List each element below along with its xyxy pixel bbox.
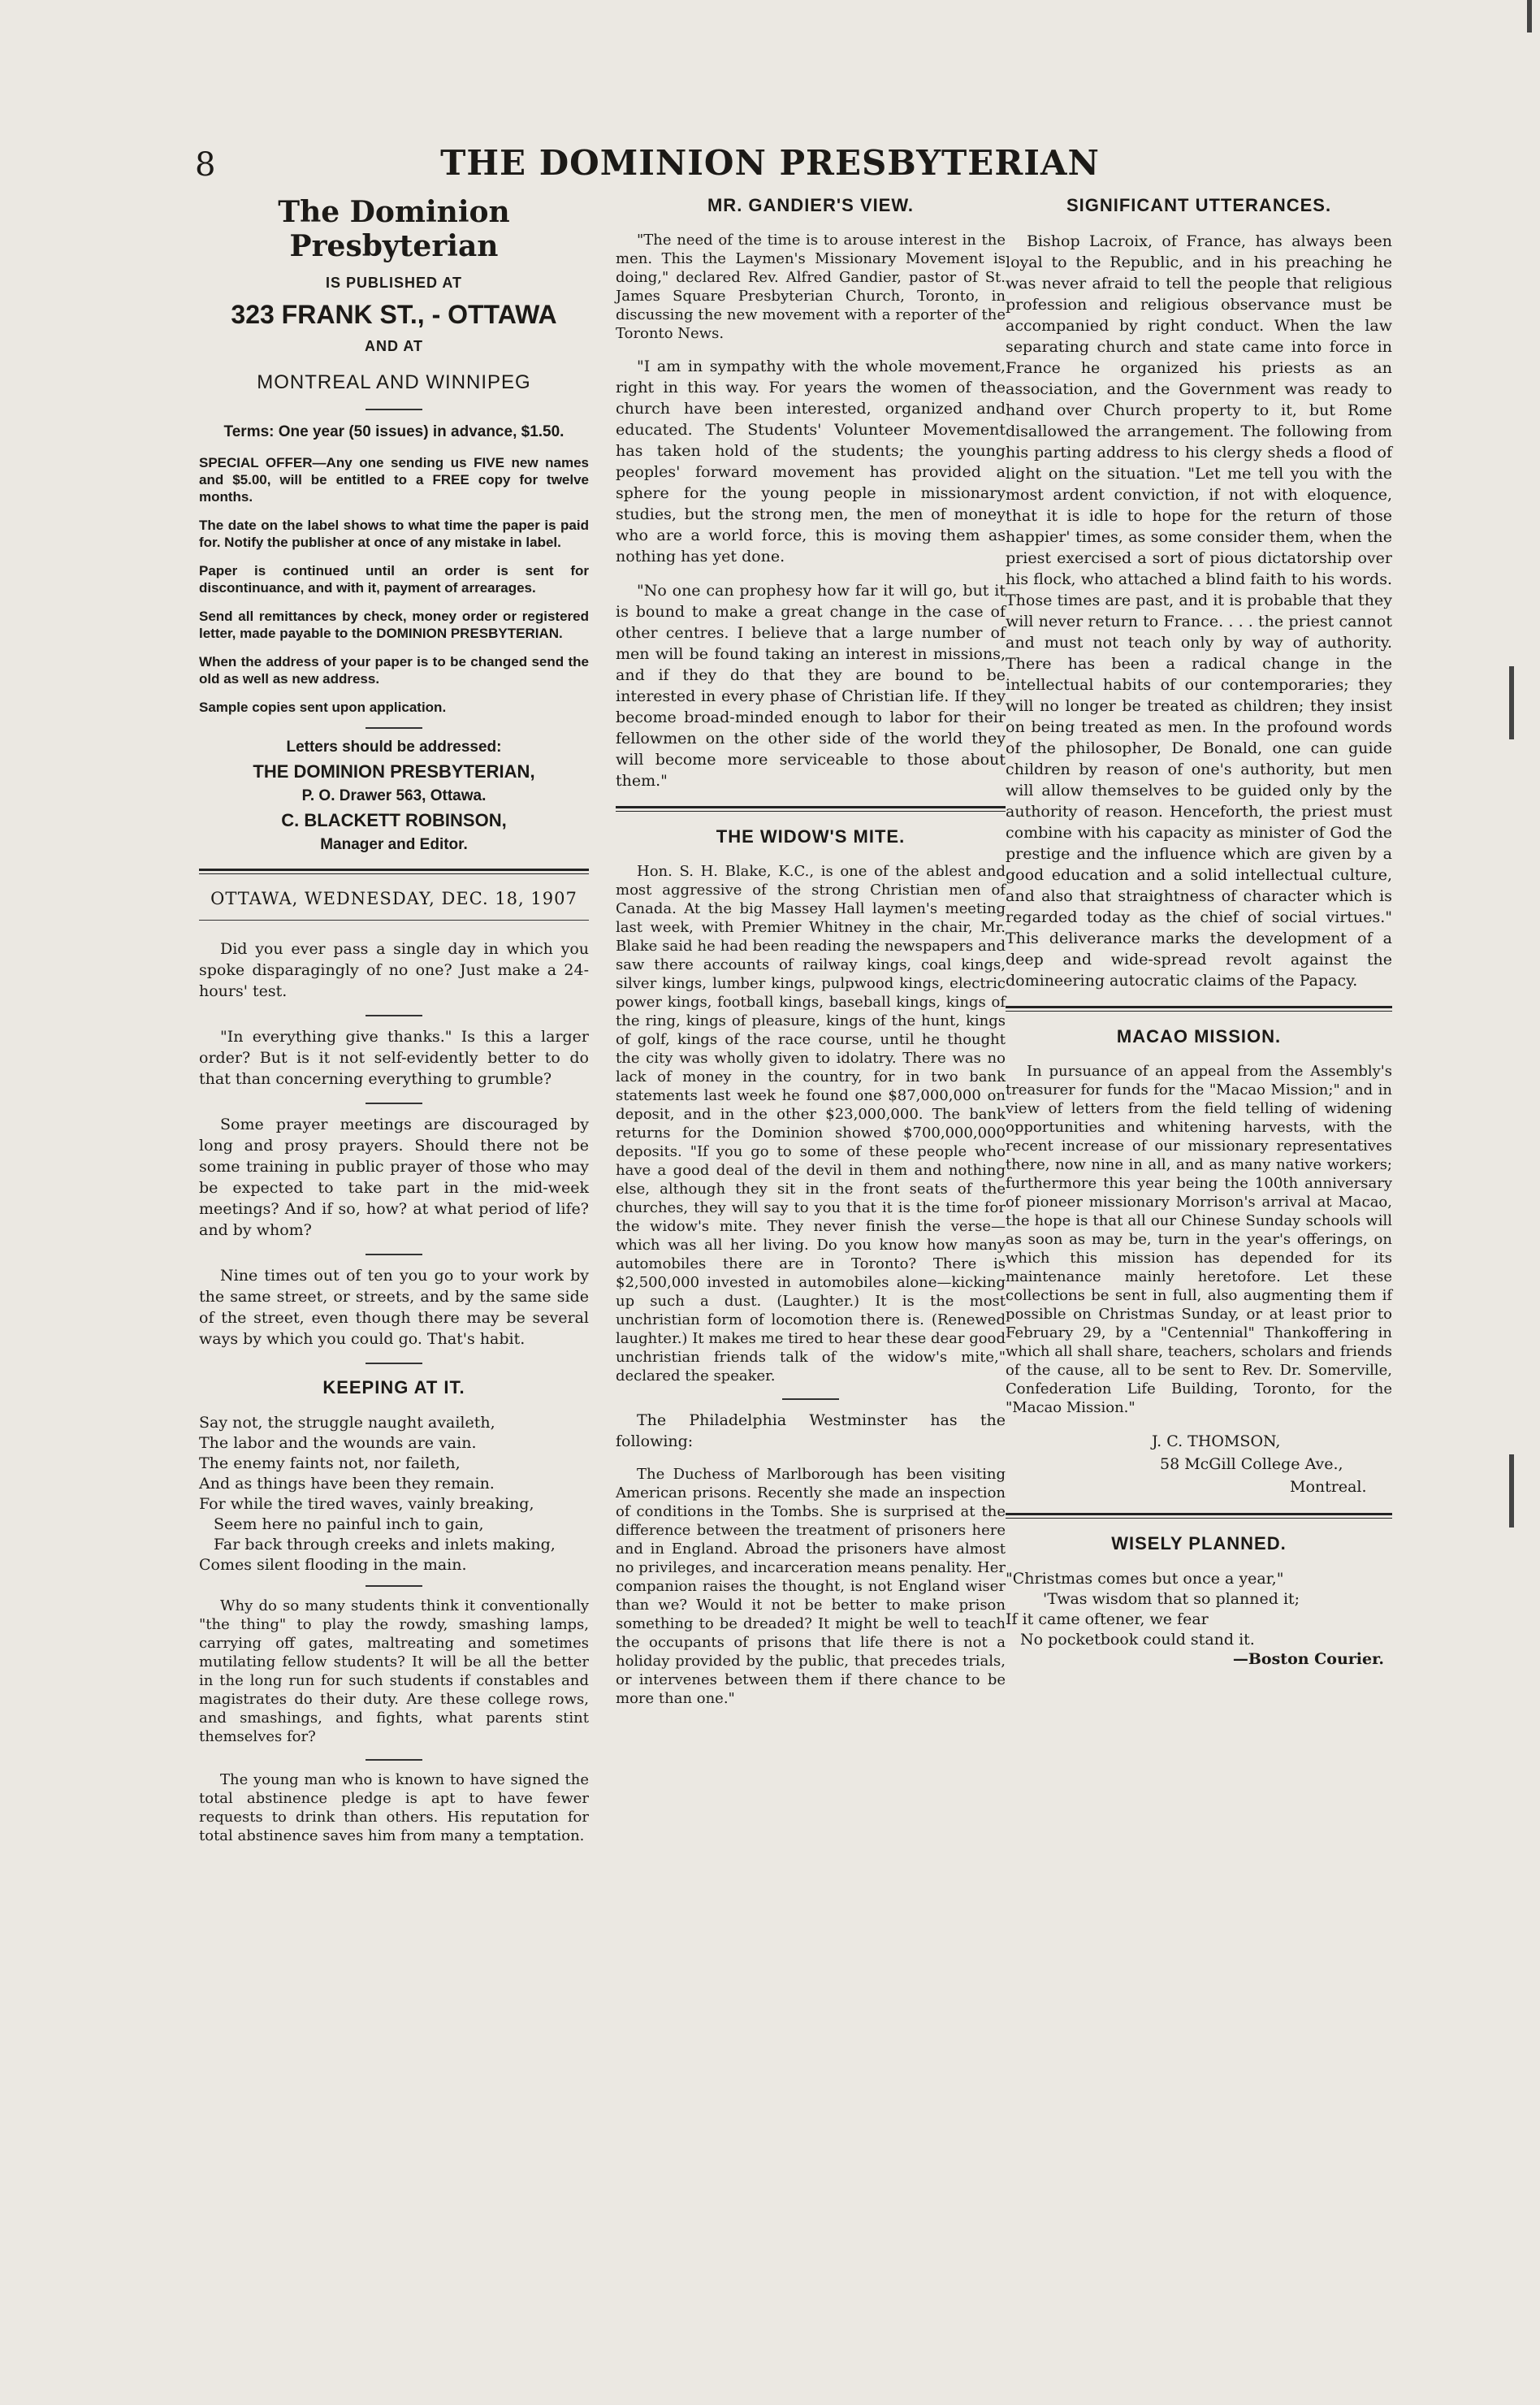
divider	[366, 727, 422, 729]
macao-para: In pursuance of an appeal from the Assembly's treasurer for funds for the "Macao Mission;" and in view of letters from the field telling of widening opportunities and whitening harvests, with the recent increase of our missionary representatives there, now nine in all, and as many native workers; furthermore this year being the 100th anniversary of pioneer missionary Morrison's arrival at Macao, the hope is that all our Chinese Sunday schools will as soon as may be, turn in the year's offerings, on which this mission has depended for its maintenance mainly heretofore. Let these collections be sent in full, also augmenting them if possible on Christmas Sunday, or at least prior to February 29, by a "Centennial" Thankoffering in which all shall share, teachers, scholars and friends of the cause, all to be sent to Rev. Dr. Somerville, Confederation Life Building, Toronto, for the "Macao Mission."	[1006, 1063, 1392, 1416]
editorial-para: Some prayer meetings are discouraged by long and prosy prayers. Should there not be some training in public prayer of those who may be expected to take part in the mid-week meetings? And if so, how? at what period of life? and by whom?	[199, 1116, 589, 1239]
widow-heading: THE WIDOW'S MITE.	[716, 826, 906, 847]
gandier-para: "The need of the time is to arouse interest in the men. This the Laymen's Missionary Movement is doing," declared Rev. Alfred Gandier, pastor of St. James Square Presbyterian Church, Toronto, in discussing the new movement with a reporter of the Toronto News.	[616, 232, 1006, 342]
divider	[366, 1015, 422, 1016]
abstinence-para: The young man who is known to have signed the total abstinence pledge is apt to have fewer requests to drink than others. His reputation for total abstinence saves him from many a temptation.	[199, 1771, 589, 1844]
students-para: Why do so many students think it conventionally "the thing" to play the rowdy, smashing lamps, carrying off gates, maltreating and sometimes mutilating fellow students? It will be all the better in the long run for such students if constables and magistrates do their duty. Are these college rows, and smashings, and fights, what parents stint themselves for?	[199, 1597, 589, 1745]
street-address: 323 FRANK ST., - OTTAWA	[231, 300, 557, 329]
subscription-terms: Terms: One year (50 issues) in advance, $1.50.	[223, 423, 565, 440]
divider	[366, 1759, 422, 1761]
letters-label: Letters should be addressed:	[286, 739, 502, 756]
po-box: P. O. Drawer 563, Ottawa.	[301, 787, 487, 804]
notice-sample-copies: Sample copies sent upon application.	[199, 700, 447, 715]
scan-margin-mark	[1509, 666, 1514, 739]
poem-line: Say not, the struggle naught availeth,	[199, 1414, 495, 1432]
notice-address-change: When the address of your paper is to be changed send the old as well as new address.	[199, 654, 589, 687]
poem-line: Seem here no painful inch to gain,	[214, 1515, 484, 1533]
divider	[366, 1363, 422, 1364]
cities: MONTREAL AND WINNIPEG	[257, 371, 531, 393]
dateline: OTTAWA, WEDNESDAY, DEC. 18, 1907	[210, 889, 578, 908]
notice-continuance: Paper is continued until an order is sent for discontinuance, and with it, payment of arrearages.	[199, 563, 589, 596]
editorial-para: Did you ever pass a single day in which you spoke disparagingly of no one? Just make a 24-hours' test.	[199, 940, 589, 1000]
notice-label-date: The date on the label shows to what time the paper is paid for. Notify the publisher at once of any mistake in label.	[199, 518, 589, 550]
editor-title: Manager and Editor.	[320, 836, 468, 853]
publication-title: The Dominion Presbyterian	[278, 195, 510, 263]
poem-line: Far back through creeks and inlets making,	[214, 1536, 556, 1554]
addressee: THE DOMINION PRESBYTERIAN,	[253, 761, 535, 782]
poem-line: And as things have been they remain.	[199, 1475, 495, 1493]
poem-line: For while the tired waves, vainly breaking,	[199, 1495, 534, 1513]
macao-heading: MACAO MISSION.	[1116, 1026, 1282, 1046]
keeping-at-it-heading: KEEPING AT IT.	[322, 1377, 465, 1398]
divider	[366, 409, 422, 410]
poem-line: The enemy faints not, nor faileth,	[199, 1454, 461, 1472]
philadelphia-para: The Philadelphia Westminster has the following:	[616, 1411, 1006, 1450]
gandier-heading: MR. GANDIER'S VIEW.	[707, 195, 915, 215]
signature-city: Montreal.	[1290, 1478, 1367, 1496]
signature-address: 58 McGill College Ave.,	[1160, 1455, 1343, 1473]
published-at: IS PUBLISHED AT	[325, 275, 462, 291]
column-right	[1006, 195, 1392, 1668]
divider	[366, 1103, 422, 1104]
notice-remittances: Send all remittances by check, money order or registered letter, made payable to the DOMINION PRESBYTERIAN.	[199, 609, 589, 641]
verse-line: "Christmas comes but once a year,"	[1006, 1570, 1284, 1588]
page-number: 8	[195, 146, 216, 184]
divider	[366, 1254, 422, 1255]
verse-line: If it came oftener, we fear	[1006, 1610, 1209, 1628]
gandier-para: "No one can prophesy how far it will go, but it is bound to make a great change in the case of other centres. I believe that a large number of men will be found taking an interest in missions, and if they do that they are bound to be interested in every phase of Christian life. If they become broad-minded enough to labor for their fellowmen on the other side of the world they will become more serviceable to those about them."	[616, 582, 1006, 790]
double-rule	[199, 869, 589, 874]
divider	[199, 920, 589, 921]
verse-line: No pocketbook could stand it.	[1020, 1631, 1255, 1649]
editorial-para: "In everything give thanks." Is this a larger order? But is it not self-evidently better to do that than concerning everything to grumble?	[199, 1028, 589, 1088]
verse-credit: —Boston Courier.	[1232, 1650, 1384, 1668]
double-rule	[1006, 1006, 1392, 1012]
divider	[366, 1585, 422, 1587]
poem-line: The labor and the wounds are vain.	[199, 1434, 477, 1452]
and-at: AND AT	[365, 338, 423, 354]
wisely-heading: WISELY PLANNED.	[1111, 1533, 1287, 1554]
duchess-para: The Duchess of Marlborough has been visiting American prisons. Recently she made an inspection of conditions in the Tombs. She is surprised at the difference between the treatment of prisoners here and in England. Abroad the prisoners have almost no privileges, and incarceration means penality. Her companion raises the thought, is not England wiser than we? Would it not be better to make prison something to be dreaded? It might be well to teach the occupants of prisons that life there is not a holiday provided by the public, that precedes trials, or intervenes between them if there chance to be more than one."	[616, 1466, 1006, 1707]
verse-line: 'Twas wisdom that so planned it;	[1043, 1590, 1300, 1608]
poem-line: Comes silent flooding in the main.	[199, 1556, 467, 1574]
significant-heading: SIGNIFICANT UTTERANCES.	[1066, 195, 1332, 215]
masthead: THE DOMINION PRESBYTERIAN	[440, 143, 1100, 183]
scan-margin-mark	[1509, 1454, 1514, 1528]
column-middle	[616, 195, 1006, 1721]
scan-margin-mark	[1527, 0, 1532, 32]
editor-name: C. BLACKETT ROBINSON,	[281, 810, 507, 830]
column-left	[199, 195, 589, 1858]
editorial-para: Nine times out of ten you go to your work by the same street, or streets, and by the same side of the street, even though there may be several ways by which you could go. That's habit.	[199, 1267, 589, 1348]
signature-name: J. C. THOMSON,	[1152, 1432, 1281, 1450]
notice-special-offer: SPECIAL OFFER—Any one sending us FIVE new names and $5.00, will be entitled to a FREE copy for twelve months.	[199, 455, 589, 505]
widow-para: Hon. S. H. Blake, K.C., is one of the ablest and most aggressive of the strong Christian men of Canada. At the big Massey Hall laymen's meeting last week, with Premier Whitney in the chair, Mr. Blake said he had been reading the newspapers and saw there accounts of railway kings, coal kings, silver kings, lumber kings, pulpwood kings, electric power kings, football kings, baseball kings, kings of the ring, kings of pleasure, kings of the hunt, kings of golf, kings of the race course, until he thought the city was wholly given to idolatry. There was no lack of money in the country, for in two bank statements last week he found one $87,000,000 on deposit, and in the other $23,000,000. The bank returns for the Dominion showed $700,000,000 deposits. "If you go to some of these people who have a good deal of the devil in them and nothing else, although they sit in the front seats of the churches, they will say to you that it is the time for the widow's mite. They never finish the verse—which was all her living. Do you know how many automobiles there are in Toronto? There is $2,500,000 invested in automobiles alone—kicking up such a dust. (Laughter.) It is the most unchristian form of locomotion there is. (Renewed laughter.) It makes me tired to hear these dear good unchristian friends talk of the widow's mite," declared the speaker.	[616, 863, 1006, 1384]
double-rule	[1006, 1513, 1392, 1519]
gandier-para: "I am in sympathy with the whole movement, right in this way. For years the women of the church have been interested, organized and educated. The Students' Volunteer Movement has taken hold of the students; the young peoples' forward movement has provided a sphere for the young people in missionary studies, but the strong men, the men of money who are a world force, this is moving them as nothing has yet done.	[616, 358, 1006, 566]
divider	[782, 1398, 839, 1400]
significant-para: Bishop Lacroix, of France, has always been loyal to the Republic, and in his preaching he was never afraid to tell the people that religious profession and religious observance must be accompanied by right conduct. When the law separating church and state came into force in France he organized his priests as an association, and the Government was ready to hand over Church property to it, but Rome disallowed the arrangement. The following from his parting address to his clergy sheds a flood of light on the situation. "Let me tell you with the most ardent conviction, if not with eloquence, that it is idle to hope for the return of those happier' times, as some consider them, when the priest exercised a sort of pious dictatorship over his flock, who attached a blind faith to his words. Those times are past, and it is probable that they will never return to France. . . . the priest cannot and must not teach only by way of authority. There has been a radical change in the intellectual habits of our contemporaries; they will no longer be treated as children; they insist on being treated as men. In the profound words of the philosopher, De Bonald, one can guide children by reason of one's authority, but men will allow themselves to be guided only by the authority of reason. Henceforth, the priest must combine with his capacity as minister of God the prestige and the influence which are given by a good education and a solid intellectual culture, and also that straightness of character which is regarded today as the chief of social virtues." This deliverance marks the development of a deep and wide-spread revolt against the domineering autocratic claims of the Papacy.	[1006, 232, 1392, 990]
double-rule	[616, 806, 1006, 812]
